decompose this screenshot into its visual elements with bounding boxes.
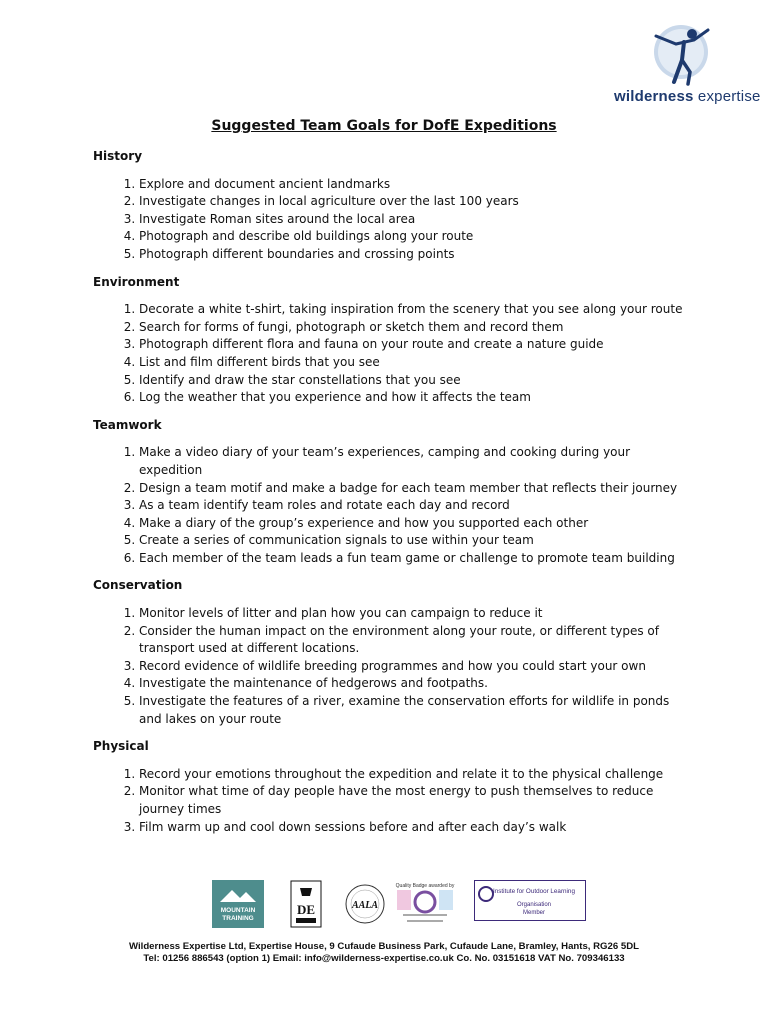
list-item: 3. Film warm up and cool down sessions before and after each day’s walk	[139, 819, 693, 837]
svg-text:MOUNTAIN: MOUNTAIN	[220, 907, 256, 914]
section-conservation	[93, 577, 693, 728]
page-title: Suggested Team Goals for DofE Expeditions	[211, 118, 557, 134]
list-item: 2. Investigate changes in local agriculture over the last 100 years	[139, 193, 693, 211]
dofe-badge	[290, 880, 322, 928]
section-heading: Physical	[93, 739, 149, 754]
svg-text:Institute for Outdoor Learning: Institute for Outdoor Learning	[493, 888, 575, 895]
list-item: 3. As a team identify team roles and rotate each day and record	[139, 497, 693, 515]
logo-wordmark: wilderness expertise	[614, 88, 761, 105]
list-item: 5. Photograph different boundaries and crossing points	[139, 246, 693, 264]
section-physical	[93, 738, 693, 836]
section-heading: History	[93, 149, 143, 163]
list-item: 3. Investigate Roman sites around the local area	[139, 211, 693, 229]
svg-text:Quality Badge awarded by: Quality Badge awarded by	[395, 883, 455, 889]
goals-content	[93, 148, 693, 846]
section-heading: Conservation	[93, 578, 183, 593]
footer-address: Wilderness Expertise Ltd, Expertise House, 9 Cufaude Business Park, Cufaude Lane, Bramley, Hants, RG26 5DL	[129, 941, 639, 952]
svg-text:TRAINING: TRAINING	[222, 915, 254, 922]
logo-figure-icon	[648, 22, 718, 88]
section-history	[93, 148, 693, 264]
section-heading: Teamwork	[93, 417, 162, 432]
list-item: 5. Create a series of communication signals to use within your team	[139, 532, 693, 550]
iol-badge	[474, 880, 586, 928]
footer-contact: Tel: 01256 886543 (option 1) Email: info@wilderness-expertise.co.uk Co. No. 03151618 VAT No. 709346133	[143, 953, 625, 964]
svg-text:AALA: AALA	[351, 900, 379, 911]
list-item: 6. Each member of the team leads a fun team game or challenge to promote team building	[139, 550, 693, 568]
list-item: 5. Identify and draw the star constellations that you see	[139, 372, 693, 390]
list-item: 2. Search for forms of fungi, photograph or sketch them and record them	[139, 319, 693, 337]
list-item: 1. Record your emotions throughout the expedition and relate it to the physical challenge	[139, 766, 693, 784]
list-item: 4. List and film different birds that you see	[139, 354, 693, 372]
list-item: 1. Make a video diary of your team’s experiences, camping and cooking during your expedition	[139, 444, 693, 479]
list-item: 5. Investigate the features of a river, examine the conservation efforts for wildlife in ponds and lakes on your route	[139, 693, 693, 728]
list-item: 4. Make a diary of the group’s experience and how you supported each other	[139, 515, 693, 533]
list-item: 2. Design a team motif and make a badge for each team member that reflects their journey	[139, 480, 693, 498]
quality-badge	[393, 880, 457, 928]
wilderness-expertise-logo	[612, 22, 768, 108]
section-teamwork	[93, 417, 693, 568]
list-item: 1. Monitor levels of litter and plan how you can campaign to reduce it	[139, 605, 693, 623]
section-heading: Environment	[93, 274, 180, 289]
list-item: 3. Record evidence of wildlife breeding programmes and how you could start your own	[139, 658, 693, 676]
list-item: 1. Decorate a white t-shirt, taking inspiration from the scenery that you see along your route	[139, 301, 693, 319]
list-item: 2. Monitor what time of day people have the most energy to push themselves to reduce journey times	[139, 783, 693, 818]
accreditation-badges	[210, 880, 590, 934]
list-item: 2. Consider the human impact on the environment along your route, or different types of transport used at different locations.	[139, 623, 693, 658]
svg-text:DE: DE	[296, 902, 316, 917]
list-item: 3. Photograph different flora and fauna on your route and create a nature guide	[139, 336, 693, 354]
footer	[0, 941, 768, 965]
section-environment	[93, 274, 693, 407]
list-item: 6. Log the weather that you experience and how it affects the team	[139, 389, 693, 407]
list-item: 4. Investigate the maintenance of hedgerows and footpaths.	[139, 675, 693, 693]
svg-text:Organisation: Organisation	[516, 902, 552, 908]
svg-text:Member: Member	[522, 910, 546, 916]
list-item: 1. Explore and document ancient landmarks	[139, 176, 693, 194]
mountain-training-badge	[212, 880, 264, 928]
list-item: 4. Photograph and describe old buildings along your route	[139, 228, 693, 246]
aala-badge	[344, 880, 386, 928]
